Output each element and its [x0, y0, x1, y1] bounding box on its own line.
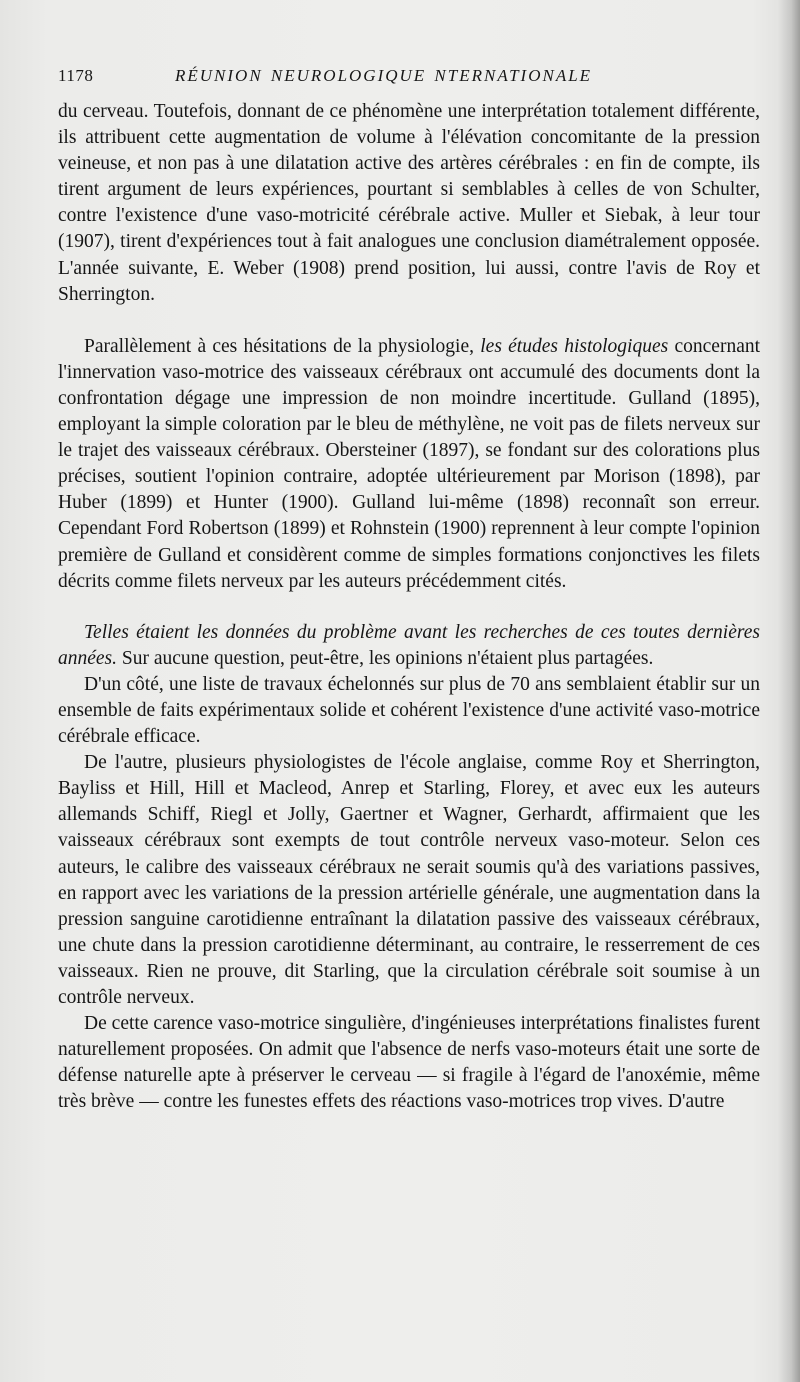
paragraph-3-rest: Sur aucune question, peut-être, les opinions n'étaient plus partagées.	[121, 647, 654, 669]
paragraph-2-italic: les études histologiques	[480, 335, 669, 357]
paragraph-1: du cerveau. Toutefois, donnant de ce phénomène une interprétation totalement différente, ils attribuent cette augmentation de volume à l'élévation concomitante de la pression veineuse, et non pas à une dilatation active des artères cérébrales : en fin de compte, ils tirent argument de leurs expériences, pourtant si semblables à celles de von Schulter, contre l'existence d'une vaso-motricité cérébrale active. Muller et Siebak, à leur tour (1907), tirent d'expériences tout à fait analogues une conclusion diamétralement opposée. L'année suivante, E. Weber (1908) prend position, lui aussi, contre l'avis de Roy et Sherrington.	[58, 101, 760, 305]
body-text	[58, 99, 760, 1115]
paragraph-4: D'un côté, une liste de travaux échelonnés sur plus de 70 ans semblaient établir sur un ensemble de faits expérimentaux solide et cohérent l'existence d'une activité vaso-motrice cérébrale efficace.	[58, 673, 760, 748]
running-head: RÉUNION NEUROLOGIQUE NTERNATIONALE	[175, 66, 593, 85]
paragraph-2	[58, 334, 760, 595]
paragraph-2-rest: concernant l'innervation vaso-motrice des vaisseaux cérébraux ont accumulé des documents dont la confrontation dégage une impression de non moindre incertitude. Gulland (1895), employant la simple coloration par le bleu de méthylène, ne voit pas de filets nerveux sur le trajet des vaisseaux cérébraux. Obersteiner (1897), se fondant sur des colorations plus précises, soutient l'opinion contraire, adoptée ultérieurement par Morison (1898), par Huber (1899) et Hunter (1900). Gulland lui-même (1898) reconnaît son erreur. Cependant Ford Robertson (1899) et Rohnstein (1900) reprennent à leur compte l'opinion première de Gulland et considèrent comme de simples formations conjonctives les filets décrits comme filets nerveux par les auteurs précédemment cités.	[58, 335, 761, 592]
page-header	[58, 66, 758, 90]
page-edge-shadow	[778, 0, 800, 1382]
paragraph-2-start: Parallèlement à ces hésitations de la physiologie,	[84, 335, 474, 357]
paragraph-3	[58, 620, 760, 672]
paragraph-6: De cette carence vaso-motrice singulière, d'ingénieuses interprétations finalistes furent naturellement proposées. On admit que l'absence de nerfs vaso-moteurs était une sorte de défense naturelle apte à préserver le cerveau — si fragile à l'égard de l'anoxémie, même très brève — contre les funestes effets des réactions vaso-motrices trop vives. D'autre	[58, 1013, 760, 1113]
paragraph-5: De l'autre, plusieurs physiologistes de l'école anglaise, comme Roy et Sherrington, Bayliss et Hill, Hill et Macleod, Anrep et Starling, Florey, et avec eux les auteurs allemands Schiff, Riegl et Jolly, Gaertner et Wagner, Gerhardt, affirmaient que les vaisseaux cérébraux sont exempts de tout contrôle nerveux vaso-moteur. Selon ces auteurs, le calibre des vaisseaux cérébraux ne serait soumis qu'à des variations passives, en rapport avec les variations de la pression artérielle générale, une augmentation dans la pression sanguine carotidienne entraînant la dilatation passive des vaisseaux cérébraux, une chute dans la pression carotidienne déterminant, au contraire, le resserrement de ces vaisseaux. Rien ne prouve, dit Starling, que la circulation cérébrale soit soumise à un contrôle nerveux.	[58, 752, 760, 1008]
paragraph-3-italic: Telles étaient les données du problème avant les recherches de ces toutes dernières années.	[58, 621, 760, 669]
page-number: 1178	[58, 66, 94, 85]
